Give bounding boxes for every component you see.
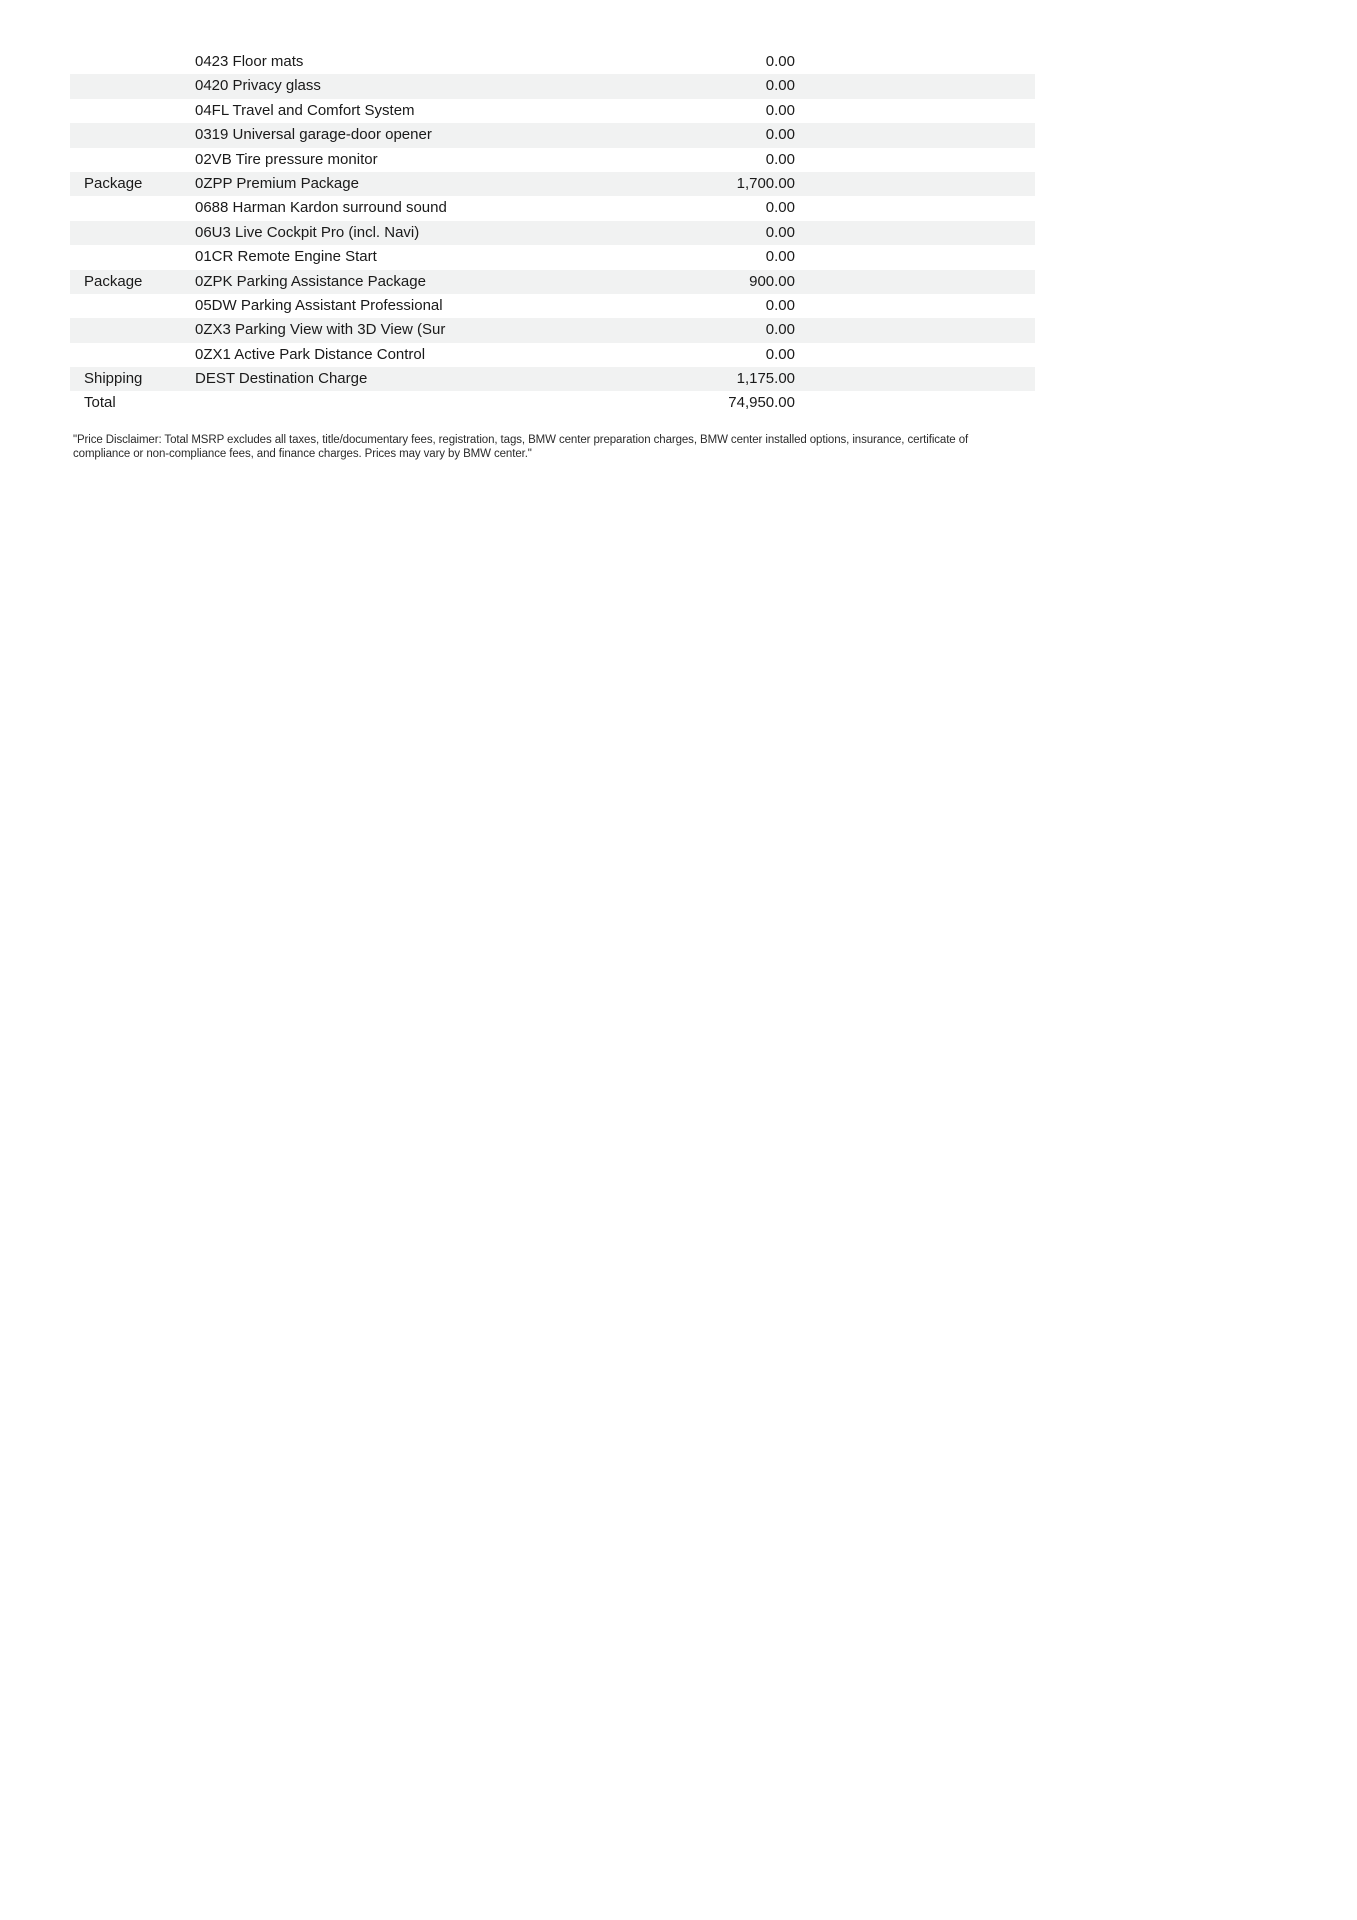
price-cell: 0.00 [765, 199, 795, 217]
table-row [70, 148, 1035, 172]
table-row [70, 172, 1035, 196]
price-cell: 1,700.00 [736, 174, 795, 192]
price-cell: 74,950.00 [728, 394, 795, 412]
description-cell: DEST Destination Charge [195, 370, 368, 388]
price-cell: 0.00 [765, 101, 795, 119]
description-cell: 0ZX3 Parking View with 3D View (Sur [195, 321, 446, 339]
price-cell: 0.00 [765, 150, 795, 168]
table-row [70, 245, 1035, 269]
category-cell: Package [84, 272, 143, 290]
description-cell: 0420 Privacy glass [195, 77, 321, 95]
description-cell: 0319 Universal garage-door opener [195, 126, 432, 144]
table-row [70, 318, 1035, 342]
price-cell: 0.00 [765, 77, 795, 95]
description-cell: 0423 Floor mats [195, 53, 304, 70]
price-cell: 0.00 [765, 223, 795, 241]
description-cell: 05DW Parking Assistant Professional [195, 296, 443, 314]
table-row [70, 270, 1035, 294]
price-cell: 0.00 [765, 53, 795, 70]
description-cell: 01CR Remote Engine Start [195, 248, 377, 266]
table-row [70, 367, 1035, 391]
category-cell: Shipping [84, 370, 143, 388]
description-cell: 06U3 Live Cockpit Pro (incl. Navi) [195, 223, 420, 241]
price-cell: 900.00 [749, 272, 795, 290]
price-cell: 0.00 [765, 126, 795, 144]
table-row [70, 123, 1035, 147]
price-cell: 0.00 [765, 345, 795, 363]
category-cell: Package [84, 174, 143, 192]
table-row [70, 294, 1035, 318]
table-row [70, 50, 1035, 74]
category-cell: Total [84, 394, 116, 412]
vehicle-options-table [70, 50, 1035, 416]
table-row [70, 99, 1035, 123]
description-cell: 02VB Tire pressure monitor [195, 150, 378, 168]
description-cell: 0ZPK Parking Assistance Package [195, 272, 426, 290]
price-cell: 0.00 [765, 321, 795, 339]
price-cell: 0.00 [765, 248, 795, 266]
table-row [70, 221, 1035, 245]
price-cell: 1,175.00 [736, 370, 795, 388]
table-row [70, 196, 1035, 220]
description-cell: 04FL Travel and Comfort System [195, 101, 415, 119]
price-cell: 0.00 [765, 296, 795, 314]
description-cell: 0688 Harman Kardon surround sound [195, 199, 447, 217]
description-cell: 0ZPP Premium Package [195, 174, 359, 192]
description-cell: 0ZX1 Active Park Distance Control [195, 345, 426, 363]
table-row [70, 74, 1035, 98]
table-row-total [70, 391, 1035, 415]
table-row [70, 343, 1035, 367]
price-disclaimer: "Price Disclaimer: Total MSRP excludes all taxes, title/documentary fees, registration, tags, BMW center preparation charges, BMW center installed options, insurance, certificate of compliance or non-compliance fees, and finance charges. Prices may vary by BMW center." [73, 434, 969, 460]
